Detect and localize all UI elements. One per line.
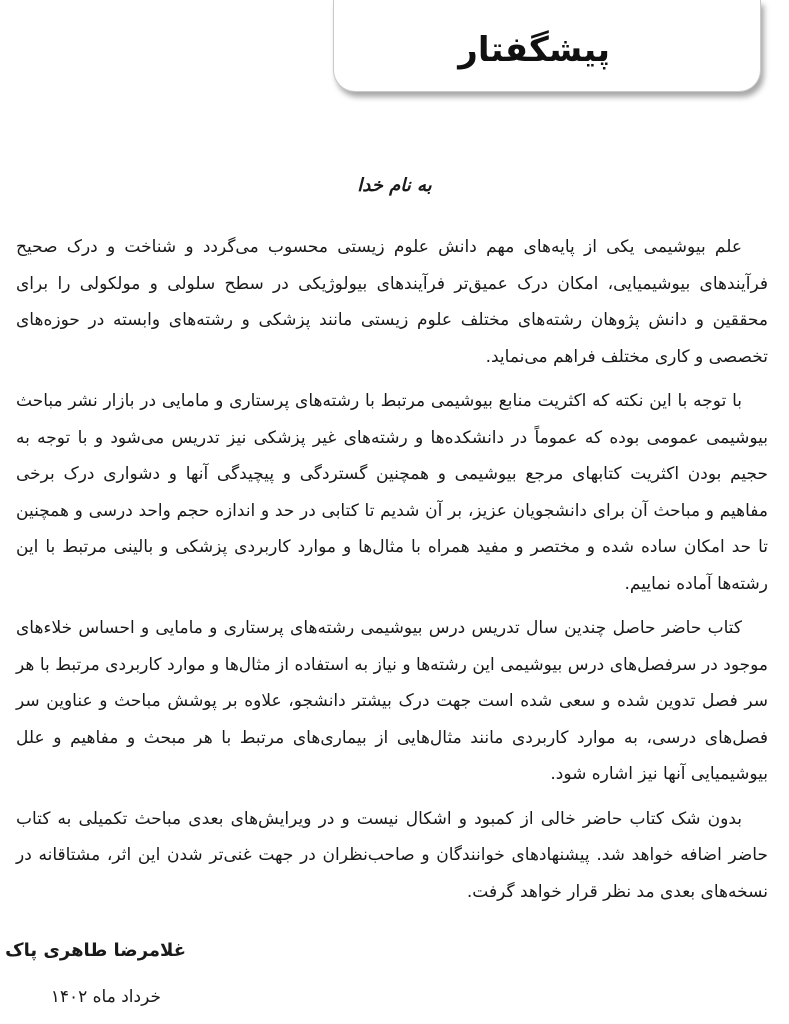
date: خرداد ماه ۱۴۰۲	[50, 987, 161, 1007]
paragraph: علم بیوشیمی یکی از پایه‌های مهم دانش علوم زیستی محسوب می‌گردد و شناخت و درک صحیح فرآیندهای بیوشیمیایی، امکان درک عمیق‌تر فرآیندهای بیولوژیکی در سطح سلولی و مولکولی را برای محققین و دانش پژوهان رشته‌های مختلف علوم زیستی مانند پزشکی و رشته‌های وابسته در حوزه‌های تخصصی و کاری مختلف فراهم می‌نماید.	[16, 237, 768, 367]
paragraph: کتاب حاضر حاصل چندین سال تدریس درس بیوشیمی رشته‌های پرستاری و مامایی و احساس خلاءهای موجود در سرفصل‌های درس بیوشیمی این رشته‌ها و نیاز به استفاده از مثال‌ها و موارد کاربردی مرتبط با هر سر فصل تدوین شده و سعی شده است جهت درک بیشتر دانشجو، علاوه بر پوشش مباحث و عناوین سر فصل‌های درسی، به موارد کاربردی مانند مثال‌هایی از بیماری‌های مرتبط با هر مبحث و مفاهیم و علل بیوشیمیایی آنها نیز اشاره شود.	[16, 618, 768, 784]
invocation: به نام خدا	[357, 175, 432, 196]
title-box	[333, 0, 761, 92]
paragraph: با توجه با این نکته که اکثریت منابع بیوشیمی مرتبط با رشته‌های پرستاری و مامایی در بازار نشر مباحث بیوشیمی عمومی بوده که عموماً در دانشکده‌ها و رشته‌های غیر پزشکی نیز تدریس می‌شود و با توجه به حجیم بودن اکثریت کتابهای مرجع بیوشیمی و همچنین گستردگی و پیچیدگی آنها و دشواری درک برخی مفاهیم و مباحث آن برای دانشجویان عزیز، بر آن شدیم تا کتابی در حد و اندازه حجم واحد درسی و همچنین تا حد امکان ساده شده و مختصر و مفید همراه با مثال‌ها و موارد کاربردی پزشکی و بالینی مرتبط با این رشته‌ها آماده نماییم.	[16, 391, 768, 594]
author-name: غلامرضا طاهری پاک	[5, 940, 186, 961]
preface-body	[16, 229, 768, 918]
paragraph: بدون شک کتاب حاضر خالی از کمبود و اشکال نیست و در ویرایش‌های بعدی مباحث تکمیلی به کتاب حاضر اضافه خواهد شد. پیشنهادهای خوانندگان و صاحب‌نظران در جهت غنی‌تر شدن این اثر، مشتاقانه در نسخه‌های بعدی مد نظر قرار خواهد گرفت.	[16, 808, 768, 902]
page-title: پیشگفتار	[458, 30, 610, 70]
